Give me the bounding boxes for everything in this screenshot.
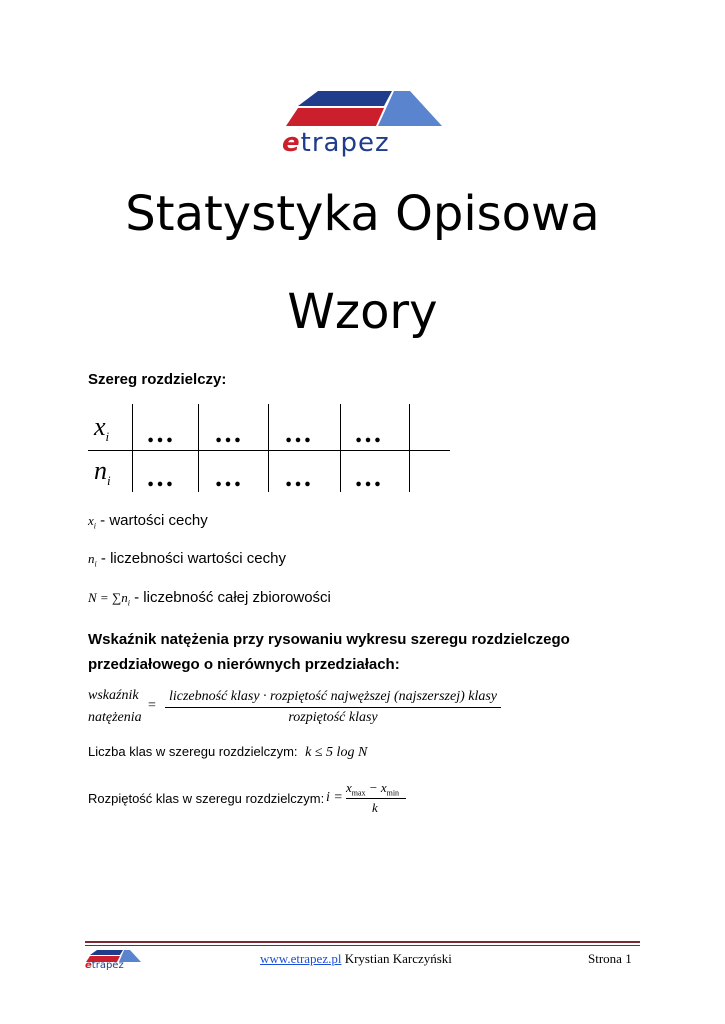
intensity-formula	[88, 688, 518, 728]
legend-item-N	[88, 589, 331, 608]
table-cell: …	[146, 462, 175, 493]
class-width-numerator: $x_{max} - x_{min}$	[346, 780, 400, 798]
section-heading-distribution: Szereg rozdzielczy:	[88, 371, 227, 388]
formula-lhs-top: wskaźnik	[88, 688, 139, 703]
row-label-n: $n_i$	[94, 456, 111, 489]
fraction-bar	[346, 798, 406, 799]
class-width-lhs: i =	[326, 790, 343, 805]
footer-credit	[260, 951, 452, 967]
table-column-line	[409, 404, 410, 492]
classes-count-label: Liczba klas w szeregu rozdzielczym:	[88, 744, 298, 759]
table-column-line	[198, 404, 199, 492]
fraction-bar	[165, 707, 501, 708]
footer-logo-wordmark: etrapez	[85, 960, 124, 971]
footer-rule	[85, 941, 640, 943]
formula-equals: =	[148, 698, 156, 713]
formula-lhs-bottom: natężenia	[88, 710, 142, 725]
legend-text: - liczebność całej zbiorowości	[129, 589, 331, 606]
legend-text: - liczebności wartości cechy	[96, 550, 286, 567]
table-cell: …	[284, 462, 313, 493]
section-heading-intensity: Wskaźnik natężenia przy rysowaniu wykresu szeregu rozdzielczego przedziałowego o nierównych przedziałach:	[88, 631, 570, 673]
table-column-line	[132, 404, 133, 492]
symbol: $n_i$	[88, 551, 97, 569]
table-cell: …	[354, 418, 383, 449]
formula-denominator: rozpiętość klasy	[288, 710, 378, 725]
page-title: Statystyka Opisowa	[125, 186, 600, 242]
formula: $N = \sum n_i$	[88, 590, 130, 608]
page-subtitle: Wzory	[287, 284, 438, 340]
table-divider	[88, 450, 450, 451]
table-column-line	[340, 404, 341, 492]
legend-item-x	[88, 512, 208, 531]
footer-page-number: Strona 1	[588, 951, 632, 966]
table-column-line	[268, 404, 269, 492]
table-cell: …	[214, 418, 243, 449]
classes-count-formula: k ≤ 5 log N	[305, 745, 368, 760]
footer-author: Krystian Karczyński	[341, 951, 452, 966]
footer-link[interactable]: www.etrapez.pl	[260, 951, 342, 966]
footer-logo	[85, 948, 143, 976]
legend-text: - wartości cechy	[96, 512, 208, 529]
classes-count-line	[88, 744, 367, 761]
etrapez-logo	[282, 82, 447, 162]
table-cell: …	[146, 418, 175, 449]
row-label-x: $x_i$	[94, 412, 110, 445]
symbol: $x_i$	[88, 513, 97, 531]
formula-numerator: liczebność klasy · rozpiętość najwęższej (najszerszej) klasy	[168, 689, 498, 704]
class-width-line	[88, 780, 418, 822]
class-width-label: Rozpiętość klas w szeregu rozdzielczym:	[88, 791, 325, 806]
table-cell: …	[354, 462, 383, 493]
legend-item-n	[88, 550, 286, 569]
footer-rule	[85, 945, 640, 946]
table-cell: …	[284, 418, 313, 449]
logo-wordmark: etrapez	[282, 128, 390, 158]
distribution-table	[88, 404, 450, 492]
table-cell: …	[214, 462, 243, 493]
class-width-denominator: k	[372, 800, 378, 815]
